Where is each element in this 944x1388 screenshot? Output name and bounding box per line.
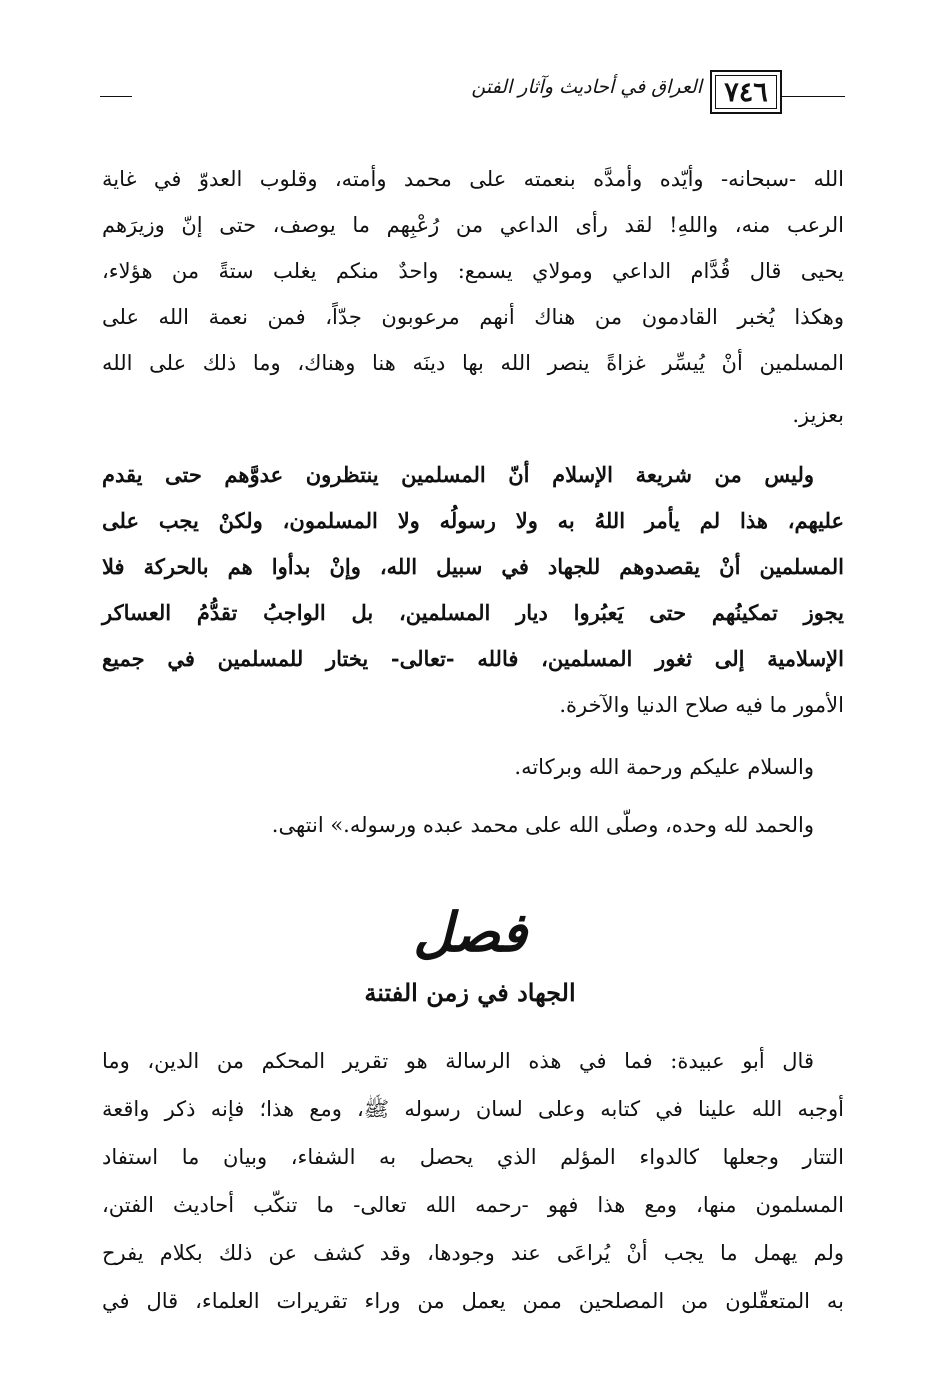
running-title: العراق في أحاديث وآثار الفتن bbox=[471, 76, 702, 98]
bold-text-line: الإسلامية إلى ثغور المسلمين، فالله -تعالى- يختار للمسلمين في جميع bbox=[102, 646, 844, 671]
text-line: التتار وجعلها كالدواء المؤلم الذي يحصل به الشفاء، وبيان ما استفاد bbox=[102, 1145, 844, 1169]
section-title: الجهاد في زمن الفتنة bbox=[364, 978, 576, 1007]
page-header bbox=[100, 68, 845, 116]
bold-text-line: يجوز تمكينُهم حتى يَعبُروا ديار المسلمين، بل الواجبُ تقدُّمُ العساكر bbox=[102, 600, 844, 625]
text-line: بعزيز. bbox=[792, 403, 844, 427]
text-line: المسلمون منها، ومع هذا فهو -رحمه الله تعالى- ما تنكّب أحاديث الفتن، bbox=[102, 1193, 844, 1217]
text-line: وهكذا يُخبر القادمون من هناك أنهم مرعوبون جدّاً، فمن نعمة الله على bbox=[102, 305, 844, 329]
text-line: أوجبه الله علينا في كتابه وعلى لسان رسوله ﷺ، ومع هذا؛ فإنه ذكر واقعة bbox=[102, 1097, 844, 1121]
page-number-box bbox=[710, 70, 782, 114]
header-rule-left bbox=[100, 96, 132, 97]
header-rule-right bbox=[782, 96, 845, 97]
text-line: به المتعقّلون من المصلحين ممن يعمل من وراء تقريرات العلماء، قال في bbox=[102, 1289, 844, 1313]
bold-text-line: وليس من شريعة الإسلام أنّ المسلمين ينتظرون عدوَّهم حتى يقدم bbox=[102, 462, 814, 487]
text-line: يحيى قال قُدَّام الداعي ومولاي يسمع: واحدٌ منكم يغلب ستةً من هؤلاء، bbox=[102, 259, 844, 283]
text-line: الأمور ما فيه صلاح الدنيا والآخرة. bbox=[559, 693, 844, 717]
text-line: الله -سبحانه- وأيّده وأمدَّه بنعمته على محمد وأمته، وقلوب العدوّ في غاية bbox=[102, 167, 844, 191]
page-number: ٧٤٦ bbox=[724, 76, 768, 108]
text-line: قال أبو عبيدة: فما في هذه الرسالة هو تقرير المحكم من الدين، وما bbox=[102, 1049, 814, 1073]
text-line: المسلمين أنْ يُيسِّر غزاةً ينصر الله بها دينَه هنا وهناك، وما ذلك على الله bbox=[102, 351, 844, 375]
text-line: الرعب منه، واللهِ! لقد رأى الداعي من رُعْبِهم ما يوصف، حتى إنّ وزيرَهم bbox=[102, 213, 844, 237]
salutation-line: والسلام عليكم ورحمة الله وبركاته. bbox=[514, 755, 814, 779]
section-heading: فصل bbox=[413, 900, 527, 964]
bold-text-line: المسلمين أنْ يقصدوهم للجهاد في سبيل الله، وإنْ بدأوا هم بالحركة فلا bbox=[102, 554, 844, 579]
text-line: ولم يهمل ما يجب أنْ يُراعَى عند وجودها، وقد كشف عن ذلك بكلام يفرح bbox=[102, 1241, 844, 1265]
salutation-line: والحمد لله وحده، وصلّى الله على محمد عبده ورسوله.» انتهى. bbox=[271, 813, 814, 837]
bold-text-line: عليهم، هذا لم يأمر اللهُ به ولا رسولُه ولا المسلمون، ولكنْ يجب على bbox=[102, 508, 844, 533]
